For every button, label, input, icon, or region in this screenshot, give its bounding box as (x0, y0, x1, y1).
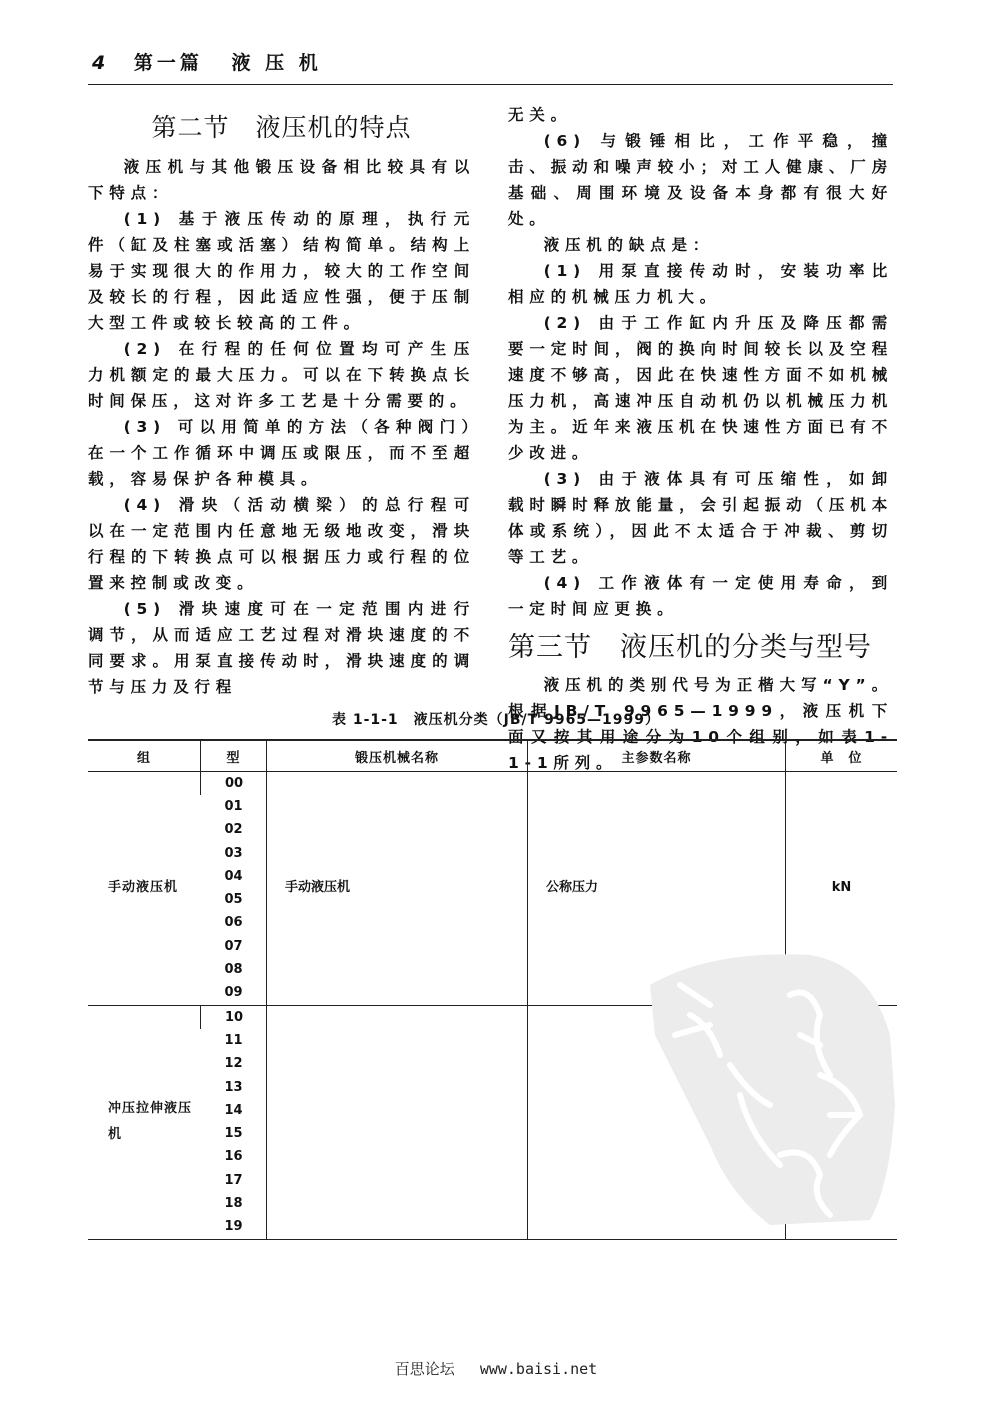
type-code-cell: 07 (224, 938, 243, 954)
column-header: 型 (201, 740, 267, 772)
type-code-cell: 03 (224, 845, 243, 861)
footer-site: 百思论坛 (394, 1360, 455, 1378)
paragraph: (1) 基于液压传动的原理，执行元件（缸及柱塞或活塞）结构简单。结构上易于实现很大的作用力，较大的工作空间及较长的行程，因此适应性强，便于压制大型工件或较长较高的工件。 (88, 210, 475, 332)
paragraph: (5) 滑块速度可在一定范围内进行调节，从而适应工艺过程对滑块速度的不同要求。用泵直接传动时，滑块速度的调节与压力及行程 (88, 600, 475, 696)
paragraph: (2) 由于工作缸内升压及降压都需要一定时间，阀的换向时间较长以及空程速度不够高，因此在快速性方面不如机械压力机，高速冲压自动机仍以机械压力机为主。近年来液压机在快速性方面已有不少改进。 (508, 314, 893, 462)
type-code-cell: 09 (201, 982, 267, 1006)
footer (0, 1358, 992, 1379)
paragraph: (4) 滑块（活动横梁）的总行程可以在一定范围内任意地无级地改变，滑块行程的下转换点可以根据压力或行程的位置来控制或改变。 (88, 496, 475, 592)
part-label: 第一篇 (133, 52, 203, 74)
right-column (508, 102, 893, 776)
type-code-cell: 00 (201, 772, 267, 796)
running-header (92, 48, 322, 75)
type-code-cell: 11 (224, 1032, 243, 1048)
paragraph: (2) 在行程的任何位置均可产生压力机额定的最大压力。可以在下转换点长时间保压，这对许多工艺是十分需要的。 (88, 340, 475, 410)
paragraph: 液压机的类别代号为正楷大写“Y”。根据JB/T 9965—1999，液压机下面又按其用途分为10个组别，如表1-1-1所列。 (508, 676, 893, 772)
table-row (88, 772, 897, 796)
header-rule (88, 84, 893, 85)
table-caption: 表 1-1-1 液压机分类（JB/T 9965—1999） (331, 712, 661, 728)
type-code-cell: 15 (224, 1126, 243, 1142)
type-code-cell: 18 (224, 1195, 243, 1211)
type-code-cell: 17 (224, 1172, 243, 1188)
type-code-cell: 08 (224, 962, 243, 978)
type-code-cell: 13 (224, 1079, 243, 1095)
main-parameter-cell: 公称压力 (528, 772, 786, 1006)
type-code-cell: 01 (224, 798, 243, 814)
type-code-cell: 04 (224, 868, 243, 884)
column-header: 组 (88, 740, 201, 772)
type-code-cell: 06 (224, 915, 243, 931)
section-title: 第二节 液压机的特点 (151, 113, 412, 142)
column-header: 单 位 (786, 740, 898, 772)
machine-name-cell: 手动液压机 (267, 772, 528, 1006)
type-code-cell: 10 (201, 1005, 267, 1029)
paragraph: 液压机的缺点是： (543, 236, 715, 254)
group-cell: 手动液压机 (88, 772, 201, 1006)
footer-url[interactable]: www.baisi.net (479, 1360, 598, 1378)
section-title: 第三节 液压机的分类与型号 (508, 632, 872, 663)
paragraph: (3) 由于液体具有可压缩性，如卸载时瞬时释放能量，会引起振动（压机本体或系统），因此不太适合于冲裁、剪切等工艺。 (508, 470, 893, 566)
seal-watermark (620, 945, 900, 1225)
paragraph: (3) 可以用简单的方法（各种阀门）在一个工作循环中调压或限压，而不至超载，容易保护各种模具。 (88, 418, 475, 488)
type-code-cell: 05 (224, 892, 243, 908)
paragraph: 液压机与其他锻压设备相比较具有以下特点： (88, 158, 475, 202)
type-code-cell: 02 (224, 822, 243, 838)
type-code-cell: 19 (201, 1216, 267, 1240)
column-header: 主参数名称 (528, 740, 786, 772)
group-cell: 冲压拉伸液压机 (88, 1005, 201, 1239)
paragraph: (4) 工作液体有一定使用寿命，到一定时间应更换。 (508, 574, 893, 618)
column-header: 锻压机械名称 (267, 740, 528, 772)
type-code-cell: 12 (224, 1056, 243, 1072)
left-column (88, 102, 475, 700)
header-title: 液 压 机 (231, 52, 322, 74)
paragraph: (6) 与锻锤相比，工作平稳，撞击、振动和噪声较小；对工人健康、厂房基础、周围环境及设备本身都有很大好处。 (508, 132, 893, 228)
type-code-cell: 14 (224, 1102, 243, 1118)
type-code-cell: 16 (224, 1149, 243, 1165)
paragraph: (1) 用泵直接传动时，安装功率比相应的机械压力机大。 (508, 262, 893, 306)
unit-cell: kN (786, 772, 898, 1006)
machine-name-cell (267, 1005, 528, 1239)
page-number: 4 (92, 52, 110, 74)
paragraph: 无关。 (508, 106, 572, 124)
